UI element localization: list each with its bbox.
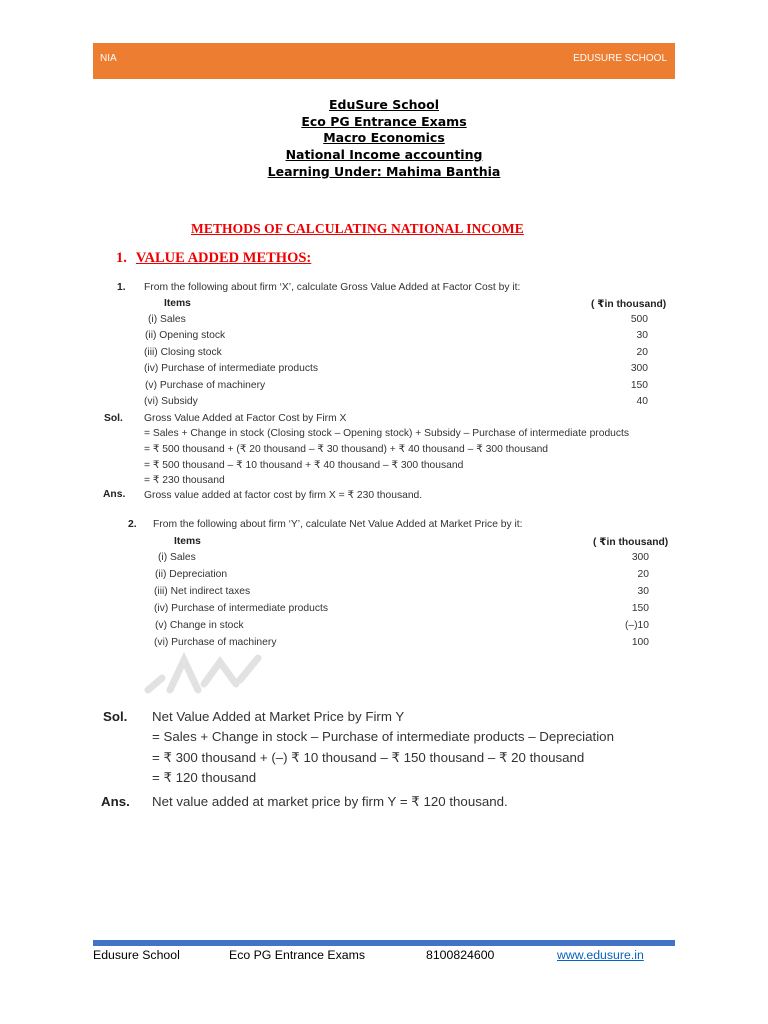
item-label: (i) Sales [158,552,196,563]
footer-phone: 8100824600 [426,948,495,962]
item-label: (i) Sales [148,314,186,325]
page-header-band [93,43,675,79]
item-value: 30 [637,586,649,597]
item-label: (ii) Depreciation [155,569,228,580]
items-header: Items [164,298,191,309]
item-label: (v) Purchase of machinery [145,380,266,391]
solution-line: = ₹ 500 thousand – ₹ 10 thousand + ₹ 40 thousand – ₹ 300 thousand [144,460,464,471]
item-value: 100 [631,637,649,648]
item-label: (iv) Purchase of intermediate products [154,603,328,614]
section-title: VALUE ADDED METHOS: [135,250,312,266]
footer-school: Edusure School [93,948,180,962]
watermark-graphic [140,640,280,700]
item-value: 30 [636,330,648,341]
solution-line: = ₹ 120 thousand [152,770,257,785]
document-title-block [93,97,675,181]
question-number: 2. [128,519,137,530]
solution-line: = Sales + Change in stock (Closing stock – Opening stock) + Subsidy – Purchase of intermediate products [144,428,630,439]
item-label: (vi) Subsidy [144,396,198,407]
title-line: EduSure School [328,97,440,112]
item-value: 40 [636,396,648,407]
item-value: 150 [630,380,648,391]
footer-website-link[interactable]: www.edusure.in [557,948,644,962]
answer-text: Gross value added at factor cost by firm X = ₹ 230 thousand. [144,490,423,501]
question-text: From the following about firm ‘X’, calculate Gross Value Added at Factor Cost by it: [144,282,521,293]
item-value: 300 [630,363,648,374]
item-value: 150 [631,603,649,614]
title-line: National Income accounting [285,147,483,163]
unit-header: ( ₹in thousand) [591,299,667,310]
solution-line: = ₹ 300 thousand + (–) ₹ 10 thousand – ₹ 150 thousand – ₹ 20 thousand [152,750,585,765]
header-left-text: NIA [100,53,117,64]
title-line: Macro Economics [323,130,445,146]
footer-band [93,940,675,946]
answer-text: Net value added at market price by firm Y = ₹ 120 thousand. [152,794,508,809]
footer-course: Eco PG Entrance Exams [229,948,366,962]
solution-line: = ₹ 230 thousand [144,475,225,486]
item-value: 20 [637,569,649,580]
solution-line: = Sales + Change in stock – Purchase of intermediate products – Depreciation [152,729,614,744]
item-value: 500 [630,314,648,325]
item-value: 300 [631,552,649,563]
solution-label: Sol. [103,709,128,724]
question-number: 1. [117,282,126,293]
item-label: (ii) Opening stock [145,330,226,341]
methods-heading: METHODS OF CALCULATING NATIONAL INCOME [191,221,524,236]
item-label: (iii) Net indirect taxes [154,586,251,597]
item-value: 20 [636,347,648,358]
answer-label: Ans. [103,489,126,500]
solution-line: Gross Value Added at Factor Cost by Firm X [144,413,347,424]
title-line: Learning Under: Mahima Banthia [267,163,501,179]
title-line: Eco PG Entrance Exams [301,113,467,129]
item-value: (–)10 [624,620,649,631]
solution-label: Sol. [104,413,123,424]
unit-header: ( ₹in thousand) [593,537,669,548]
header-right-text: EDUSURE SCHOOL [573,53,667,64]
answer-label: Ans. [101,794,130,809]
item-label: (v) Change in stock [155,620,244,631]
solution-line: = ₹ 500 thousand + (₹ 20 thousand – ₹ 30 thousand) + ₹ 40 thousand – ₹ 300 thousand [144,444,549,455]
solution-line: Net Value Added at Market Price by Firm Y [152,709,405,724]
item-label: (vi) Purchase of machinery [154,637,277,648]
section-number: 1. [116,250,127,266]
item-label: (iv) Purchase of intermediate products [144,363,318,374]
item-label: (iii) Closing stock [144,347,222,358]
question-text: From the following about firm ‘Y’, calculate Net Value Added at Market Price by it: [153,519,523,530]
items-header: Items [174,536,201,547]
section-heading [116,250,311,267]
